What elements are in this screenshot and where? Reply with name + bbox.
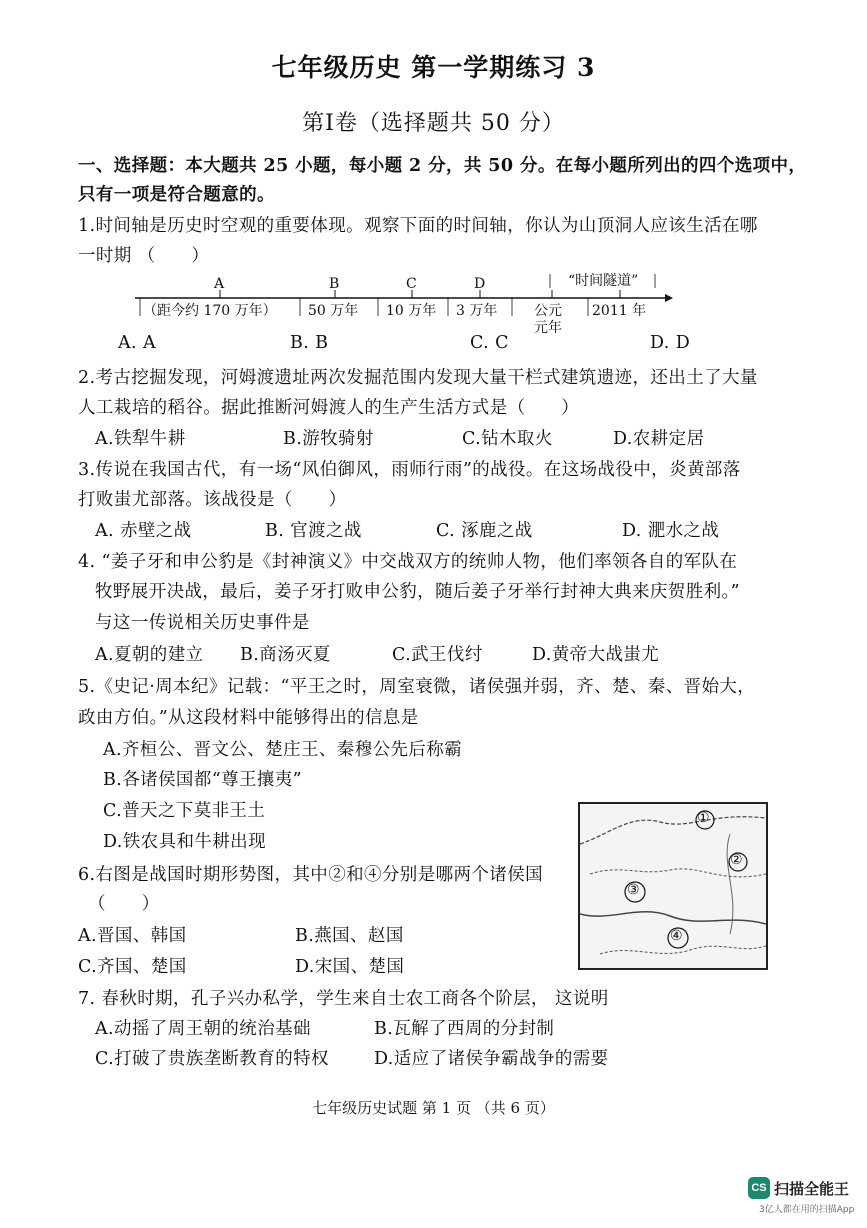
q5-stem-line1: 5.《史记·周本纪》记载：“平王之时，周室衰微，诸侯强并弱，齐、楚、秦、晋始大， — [78, 677, 756, 697]
q2-option-b: B.游牧骑射 — [283, 429, 374, 449]
q6-option-d: D.宋国、楚国 — [295, 957, 405, 977]
timeline-label-3w: 3 万年 — [456, 303, 498, 319]
q5-option-d: D.铁农具和牛耕出现 — [103, 832, 266, 852]
q3-stem-line2: 打败蚩尤部落。该战役是（ ） — [78, 490, 347, 510]
map-label-4: ④ — [670, 928, 683, 944]
q4-option-b: B.商汤灭夏 — [240, 645, 331, 665]
q7-option-b: B.瓦解了西周的分封制 — [374, 1019, 555, 1039]
timeline-point-a: A — [214, 276, 225, 292]
scanner-tagline: 3亿人都在用的扫描App — [759, 1205, 855, 1215]
q4-option-d: D.黄帝大战蚩尤 — [532, 645, 660, 665]
q3-option-a: A. 赤壁之战 — [95, 521, 192, 541]
page-footer: 七年级历史试题 第 1 页 （共 6 页） — [312, 1099, 555, 1117]
q1-option-d: D. D — [650, 333, 691, 353]
q6-stem-line1: 6.右图是战国时期形势图，其中②和④分别是哪两个诸侯国 — [78, 865, 543, 885]
map-coastline — [727, 834, 733, 934]
q7-stem-line1: 7. 春秋时期，孔子兴办私学，学生来自士农工商各个阶层， 这说明 — [78, 989, 609, 1009]
q5-option-c: C.普天之下莫非王土 — [103, 801, 266, 821]
q5-option-a: A.齐桓公、晋文公、楚庄王、秦穆公先后称霸 — [103, 740, 463, 760]
timeline-tunnel-label: “时间隧道” — [568, 273, 639, 289]
q6-option-c: C.齐国、楚国 — [78, 957, 187, 977]
section-instructions-line1: 一、选择题：本大题共 25 小题，每小题 2 分，共 50 分。在每小题所列出的四个选项中， — [78, 156, 807, 176]
q7-option-d: D.适应了诸侯争霸战争的需要 — [374, 1049, 609, 1069]
warring-states-map — [578, 802, 768, 970]
q2-option-a: A.铁犁牛耕 — [95, 429, 186, 449]
q4-option-a: A.夏朝的建立 — [95, 645, 204, 665]
q3-option-c: C. 涿鹿之战 — [436, 521, 533, 541]
q6-stem-line2: （ ） — [88, 894, 160, 914]
map-river — [580, 912, 766, 924]
timeline-label-gongyuan: 公元 — [534, 303, 562, 319]
q4-stem-line1: 4. “姜子牙和申公豹是《封神演义》中交战双方的统帅人物，他们率领各自的军队在 — [78, 552, 738, 572]
map-border-line — [580, 817, 766, 844]
map-label-1: ① — [697, 810, 710, 826]
q7-option-c: C.打破了贵族垄断教育的特权 — [95, 1049, 329, 1069]
section-instructions-line2: 只有一项是符合题意的。 — [78, 185, 275, 205]
q5-stem-line2: 政由方伯。”从这段材料中能够得出的信息是 — [78, 708, 419, 728]
q3-option-d: D. 淝水之战 — [622, 521, 720, 541]
page-subtitle: 第Ⅰ卷（选择题共 50 分） — [302, 111, 565, 136]
q1-option-b: B. B — [290, 333, 329, 353]
timeline-point-c: C — [406, 276, 417, 292]
q1-option-c: C. C — [470, 333, 509, 353]
q4-stem-line3: 与这一传说相关历史事件是 — [95, 613, 310, 633]
q2-option-d: D.农耕定居 — [613, 429, 705, 449]
q1-stem-line2: 一时期 （ ） — [78, 246, 210, 266]
q6-option-b: B.燕国、赵国 — [295, 926, 404, 946]
page-title: 七年级历史 第一学期练习 3 — [271, 53, 596, 82]
q6-option-a: A.晋国、韩国 — [78, 926, 187, 946]
timeline-point-d: D — [474, 276, 486, 292]
timeline-label-yuannian: 元年 — [534, 320, 562, 336]
q3-stem-line1: 3.传说在我国古代，有一场“风伯御风，雨师行雨”的战役。在这场战役中，炎黄部落 — [78, 460, 741, 480]
scanner-watermark — [748, 1177, 849, 1199]
q2-stem-line2: 人工栽培的稻谷。据此推断河姆渡人的生产生活方式是（ ） — [78, 398, 580, 418]
timeline-label-2011: 2011 年 — [592, 303, 647, 319]
timeline-label-10w: 10 万年 — [386, 303, 437, 319]
q3-option-b: B. 官渡之战 — [265, 521, 362, 541]
timeline-label-170w: （距今约 170 万年） — [143, 303, 277, 319]
q4-stem-line2: 牧野展开决战，最后，姜子牙打败申公豹，随后姜子牙举行封神大典来庆贺胜利。” — [95, 582, 740, 602]
timeline-arrow-icon — [665, 294, 673, 302]
timeline-label-50w: 50 万年 — [308, 303, 359, 319]
map-border-line — [590, 869, 766, 877]
q7-option-a: A.动摇了周王朝的统治基础 — [95, 1019, 311, 1039]
q1-stem-line1: 1.时间轴是历史时空观的重要体现。观察下面的时间轴，你认为山顶洞人应该生活在哪 — [78, 216, 758, 236]
camscanner-logo-icon: CS — [748, 1177, 770, 1199]
q1-option-a: A. A — [118, 333, 157, 353]
q5-option-b: B.各诸侯国都“尊王攘夷” — [103, 770, 303, 790]
map-label-3: ③ — [627, 882, 640, 898]
scanner-app-name: 扫描全能王 — [774, 1179, 850, 1198]
q2-stem-line1: 2.考古挖掘发现，河姆渡遗址两次发掘范围内发现大量干栏式建筑遗迹，还出土了大量 — [78, 368, 758, 388]
map-label-2: ② — [730, 852, 743, 868]
q2-option-c: C.钻木取火 — [462, 429, 553, 449]
timeline-point-b: B — [329, 276, 340, 292]
q4-option-c: C.武王伐纣 — [392, 645, 483, 665]
